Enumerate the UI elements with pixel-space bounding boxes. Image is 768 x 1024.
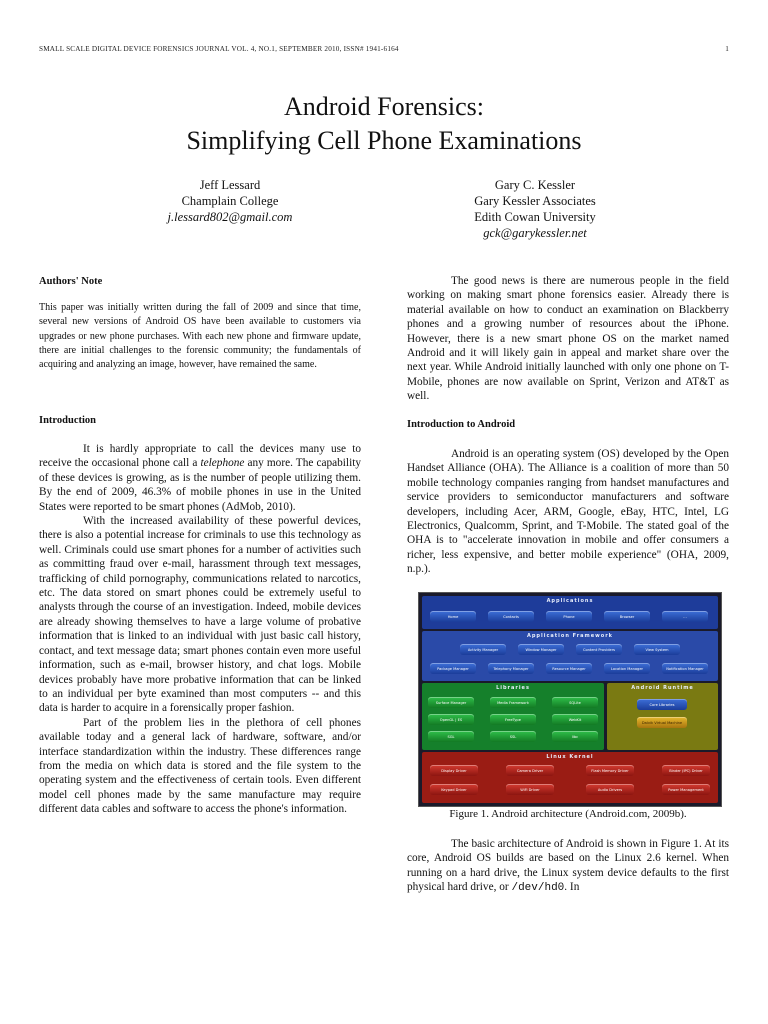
framework-chip: Telephony Manager (488, 663, 534, 674)
paper-title-line1: Android Forensics: (283, 92, 485, 121)
library-chip: Media Framework (490, 697, 536, 708)
page-number: 1 (725, 45, 729, 53)
framework-layer (422, 631, 718, 681)
authors-note-heading: Authors' Note (39, 276, 103, 287)
author-block-2 (420, 177, 650, 241)
intro-paragraph-1: It is hardly appropriate to call the devices many use to receive the occasional phone call a telephone any more. The capability of these devices is growing, as is the number of people utilizing them. By the end of 2009, 46.3% of mobile phones in use in the United States were reported to be smart phones (AdMob, 2010). (39, 443, 361, 513)
app-chip: ... (662, 611, 708, 622)
layer-title: Android Runtime (631, 685, 694, 691)
app-chip: Contacts (488, 611, 534, 622)
good-news-paragraph: The good news is there are numerous people in the field working on making smart phone forensics easier. Already there is material available on how to conduct an examination on Blackberry phones and a growing number of resources about the iPhone. However, there is a new smart phone OS on the market named Android and it will likely gain in appeal and market share over the next year. While Android initially launched with only one phone on T-Mobile, phones are now available on Sprint, Verizon and AT&T as well. (407, 275, 729, 403)
author-name: Jeff Lessard (199, 178, 261, 192)
kernel-chip: Power Management (662, 784, 710, 795)
author-affiliation: Champlain College (181, 194, 279, 208)
app-chip: Phone (546, 611, 592, 622)
intro-paragraph-2: With the increased availability of these powerful devices, there is also a potential increase for criminals to use this technology as well. Criminals could use smart phones for a number of activities such as committing fraud over e-mail, harassment through text messages, trafficking of child pornography, communications related to narcotics, etc. The data stored on smart phones could be extremely useful to analysts through the course of an investigation. Indeed, mobile devices are already showing themselves to have a large volume of probative information that is linked to an individual with just basic call history, contact, and text message data; smart phones contain even more useful information, such as e-mail, browser history, and chat logs. Mobile devices probably have more probative information that can be linked to an individual per byte examined than most computers -- and this data is harder to acquire in a forensically proper fashion. (39, 515, 361, 715)
framework-chip: Location Manager (604, 663, 650, 674)
kernel-chip: Audio Drivers (586, 784, 634, 795)
intro-android-text (407, 447, 729, 577)
libraries-layer (422, 683, 604, 750)
framework-chip: View System (634, 644, 680, 655)
kernel-chip: Display Driver (430, 765, 478, 776)
framework-chip: Content Providers (576, 644, 622, 655)
runtime-chip: Core Libraries (637, 699, 687, 710)
runtime-layer (607, 683, 718, 750)
layer-title: Application Framework (526, 633, 613, 639)
library-chip: Surface Manager (428, 697, 474, 708)
library-chip: SSL (490, 731, 536, 742)
framework-chip: Resource Manager (546, 663, 592, 674)
library-chip: OpenGL | ES (428, 714, 474, 725)
intro-paragraph-3: Part of the problem lies in the plethora of cell phones available today and a general lack of hardware, software, and/or interface standardization within the industry. These differences range from the media on which data is stored and the file system to the operating system and the effectiveness of certain tools. Even different model cell phones made by the same manufacture may require different data cables and software to access the phone's information. (39, 716, 361, 816)
library-chip: SQLite (552, 697, 598, 708)
intro-android-heading: Introduction to Android (407, 419, 516, 430)
kernel-chip: WiFi Driver (506, 784, 554, 795)
author-block-1 (120, 177, 340, 225)
author-affiliation: Gary Kessler Associates (474, 194, 596, 208)
author-affiliation: Edith Cowan University (474, 210, 596, 224)
author-email: j.lessard802@gmail.com (167, 210, 293, 224)
authors-note-paragraph: This paper was initially written during the fall of 2009 and since that time, several new versions of Android OS have been available to customers via upgrades or new phone purchases. With each new phone and firmware update, there are initial challenges to the forensic community; the fundamentals of acquiring and analyzing an image, however, have remained the same. (39, 302, 361, 371)
introduction-heading: Introduction (39, 415, 96, 426)
applications-layer (422, 596, 718, 629)
architecture-paragraph: The basic architecture of Android is shown in Figure 1. At its core, Android OS builds are based on the Linux 2.6 kernel. When running on a hard drive, the Linux system device defaults to the first physical hard drive, or /dev/hd0. In (407, 838, 729, 895)
basic-architecture-text (407, 837, 729, 896)
runtime-chip: Dalvik Virtual Machine (637, 717, 687, 728)
kernel-chip: Keypad Driver (430, 784, 478, 795)
paper-title-line2: Simplifying Cell Phone Examinations (186, 126, 582, 155)
library-chip: libc (552, 731, 598, 742)
figure-caption: Figure 1. Android architecture (Android.com, 2009b). (449, 808, 687, 820)
framework-chip: Window Manager (518, 644, 564, 655)
kernel-chip: Camera Driver (506, 765, 554, 776)
layer-title: Linux Kernel (546, 754, 594, 760)
framework-chip: Notification Manager (662, 663, 708, 674)
authors-note-text (39, 301, 361, 372)
library-chip: SGL (428, 731, 474, 742)
running-header (39, 45, 729, 53)
author-email: gck@garykessler.net (483, 226, 587, 240)
emphasis-telephone: telephone (200, 457, 245, 470)
android-architecture-figure (418, 592, 722, 807)
layer-title: Applications (546, 598, 594, 604)
code-dev-hd0: /dev/hd0 (511, 882, 565, 895)
layer-title: Libraries (496, 685, 530, 691)
android-paragraph: Android is an operating system (OS) developed by the Open Handset Alliance (OHA). The Alliance is a coalition of more than 50 mobile technology companies ranging from handset manufactures and service providers to semiconductor manufacturers and software developers, including Acer, ARM, Google, eBay, HTC, Intel, LG Electronics, Qualcomm, Sprint, and T-Mobile. The stated goal of the OHA is to "accelerate innovation in mobile and offer consumers a richer, less expensive, and better mobile experience" (OHA, 2009, n.p.). (407, 448, 729, 576)
kernel-chip: Flash Memory Driver (586, 765, 634, 776)
introduction-body (39, 442, 361, 817)
framework-chip: Package Manager (430, 663, 476, 674)
app-chip: Browser (604, 611, 650, 622)
kernel-layer (422, 752, 718, 803)
good-news-text (407, 274, 729, 404)
journal-info: SMALL SCALE DIGITAL DEVICE FORENSICS JOURNAL VOL. 4, NO.1, SEPTEMBER 2010, ISSN# 1941-6164 (39, 45, 399, 53)
library-chip: FreeType (490, 714, 536, 725)
author-name: Gary C. Kessler (494, 178, 576, 192)
kernel-chip: Binder (IPC) Driver (662, 765, 710, 776)
library-chip: WebKit (552, 714, 598, 725)
app-chip: Home (430, 611, 476, 622)
framework-chip: Activity Manager (460, 644, 506, 655)
